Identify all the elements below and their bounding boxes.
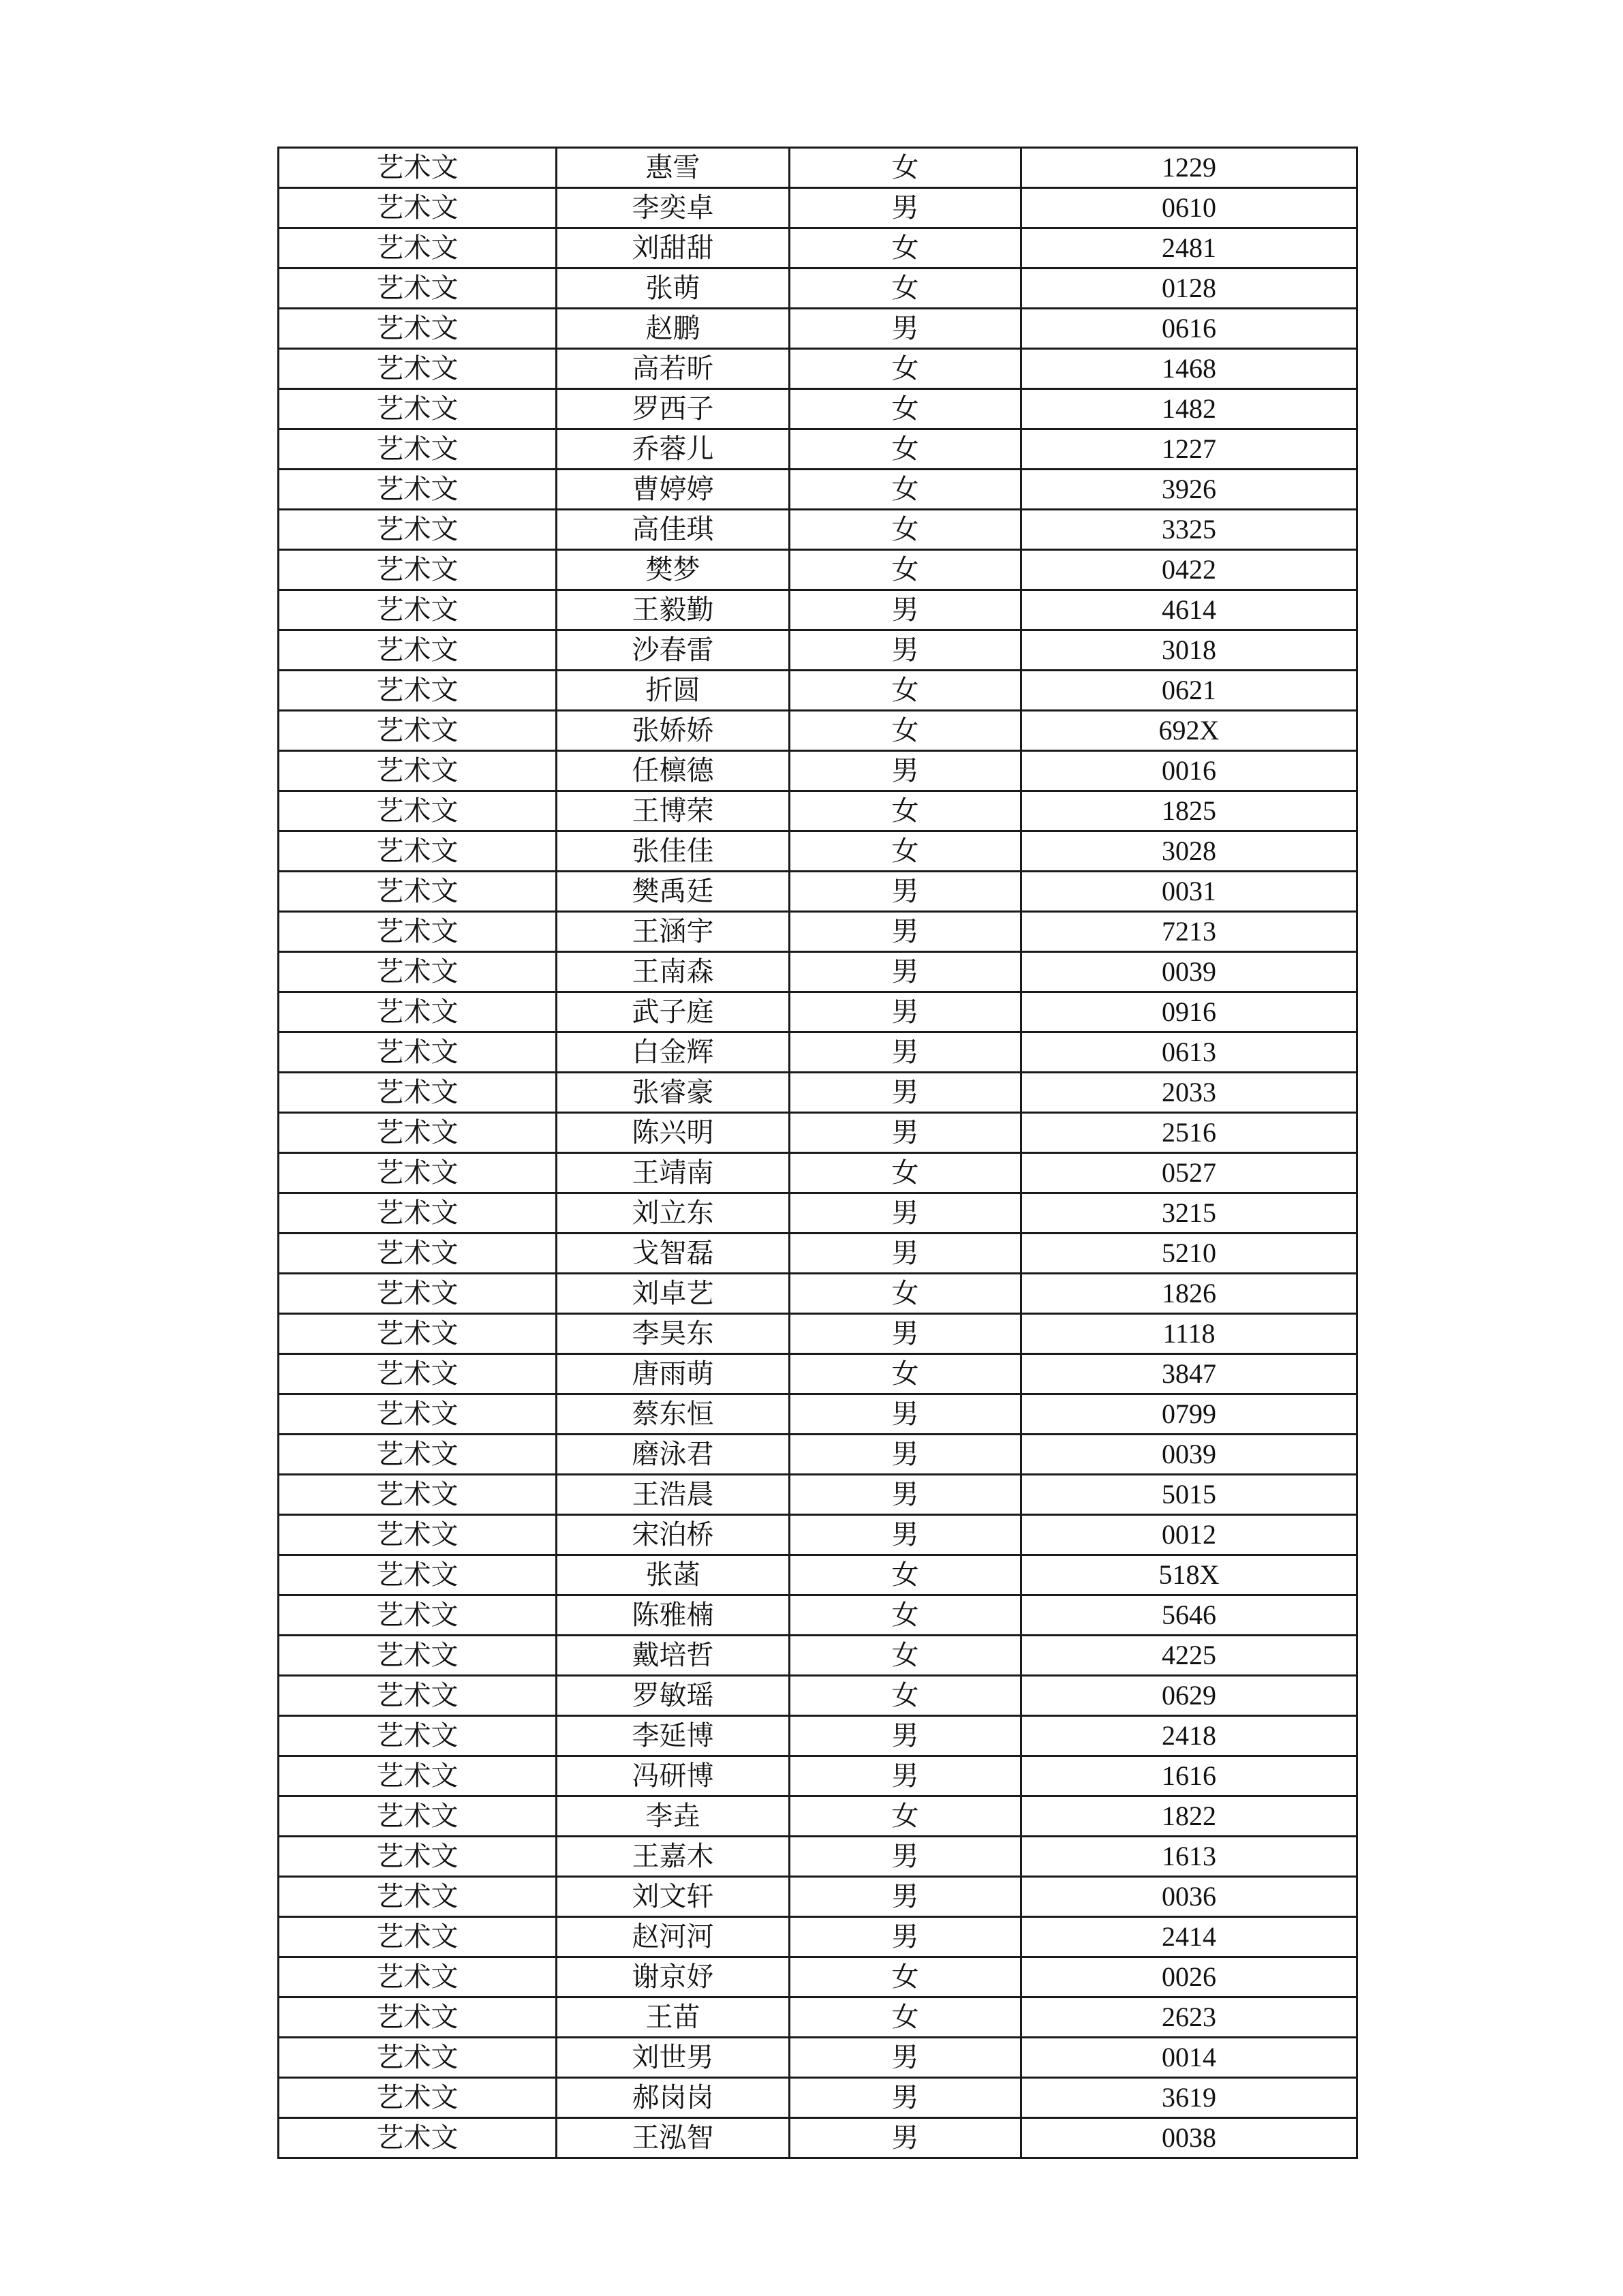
name-cell: 刘甜甜 [557,228,790,269]
id-suffix-cell: 692X [1021,711,1357,751]
name-cell: 折圆 [557,671,790,711]
gender-cell: 女 [790,1957,1021,1997]
id-suffix-cell: 2414 [1021,1917,1357,1957]
gender-cell: 男 [790,1716,1021,1756]
name-cell: 王毅勤 [557,590,790,630]
gender-cell: 女 [790,1274,1021,1314]
gender-cell: 女 [790,1555,1021,1595]
table-row [279,1997,1357,2038]
name-cell: 高若昕 [557,349,790,389]
category-cell: 艺术文 [279,831,557,872]
id-suffix-cell: 0012 [1021,1515,1357,1555]
gender-cell: 女 [790,791,1021,831]
name-cell: 惠雪 [557,148,790,188]
gender-cell: 男 [790,2118,1021,2158]
table-row [279,1636,1357,1676]
id-suffix-cell: 1468 [1021,349,1357,389]
name-cell: 刘卓艺 [557,1274,790,1314]
name-cell: 张菡 [557,1555,790,1595]
name-cell: 樊禹廷 [557,872,790,912]
gender-cell: 男 [790,1193,1021,1234]
gender-cell: 女 [790,389,1021,429]
id-suffix-cell: 3619 [1021,2078,1357,2118]
table-row [279,1595,1357,1636]
category-cell: 艺术文 [279,269,557,309]
id-suffix-cell: 4614 [1021,590,1357,630]
category-cell: 艺术文 [279,1636,557,1676]
category-cell: 艺术文 [279,2078,557,2118]
gender-cell: 男 [790,1515,1021,1555]
table-row [279,349,1357,389]
category-cell: 艺术文 [279,751,557,791]
gender-cell: 男 [790,2038,1021,2078]
table-row [279,1796,1357,1837]
name-cell: 王南森 [557,952,790,992]
id-suffix-cell: 3028 [1021,831,1357,872]
gender-cell: 女 [790,510,1021,550]
id-suffix-cell: 4225 [1021,1636,1357,1676]
category-cell: 艺术文 [279,1153,557,1193]
name-cell: 郝岗岗 [557,2078,790,2118]
category-cell: 艺术文 [279,1796,557,1837]
category-cell: 艺术文 [279,1193,557,1234]
table-row [279,1475,1357,1515]
table-row [279,1716,1357,1756]
id-suffix-cell: 2033 [1021,1073,1357,1113]
table-row [279,2078,1357,2118]
table-row [279,791,1357,831]
gender-cell: 女 [790,228,1021,269]
gender-cell: 男 [790,1234,1021,1274]
name-cell: 任檩德 [557,751,790,791]
category-cell: 艺术文 [279,389,557,429]
gender-cell: 女 [790,831,1021,872]
table-row [279,389,1357,429]
gender-cell: 男 [790,188,1021,228]
table-row [279,550,1357,590]
gender-cell: 男 [790,992,1021,1032]
name-cell: 王嘉木 [557,1837,790,1877]
id-suffix-cell: 3215 [1021,1193,1357,1234]
gender-cell: 男 [790,1032,1021,1073]
id-suffix-cell: 0039 [1021,1435,1357,1475]
gender-cell: 女 [790,1796,1021,1837]
gender-cell: 女 [790,470,1021,510]
name-cell: 沙春雷 [557,630,790,671]
category-cell: 艺术文 [279,1394,557,1435]
name-cell: 赵河河 [557,1917,790,1957]
category-cell: 艺术文 [279,1435,557,1475]
id-suffix-cell: 1616 [1021,1756,1357,1796]
gender-cell: 女 [790,1997,1021,2038]
table-row [279,912,1357,952]
table-row [279,952,1357,992]
category-cell: 艺术文 [279,1756,557,1796]
category-cell: 艺术文 [279,1515,557,1555]
table-row [279,751,1357,791]
table-row [279,1354,1357,1394]
name-cell: 刘世男 [557,2038,790,2078]
id-suffix-cell: 7213 [1021,912,1357,952]
gender-cell: 女 [790,711,1021,751]
name-cell: 王涵宇 [557,912,790,952]
table-row [279,309,1357,349]
id-suffix-cell: 0629 [1021,1676,1357,1716]
gender-cell: 男 [790,630,1021,671]
id-suffix-cell: 2516 [1021,1113,1357,1153]
table-row [279,1113,1357,1153]
id-suffix-cell: 1229 [1021,148,1357,188]
category-cell: 艺术文 [279,510,557,550]
name-cell: 刘立东 [557,1193,790,1234]
id-suffix-cell: 3847 [1021,1354,1357,1394]
table-row [279,630,1357,671]
category-cell: 艺术文 [279,1837,557,1877]
category-cell: 艺术文 [279,1032,557,1073]
id-suffix-cell: 0128 [1021,269,1357,309]
table-row [279,188,1357,228]
id-suffix-cell: 5210 [1021,1234,1357,1274]
gender-cell: 男 [790,1475,1021,1515]
id-suffix-cell: 1825 [1021,791,1357,831]
name-cell: 谢京妤 [557,1957,790,1997]
category-cell: 艺术文 [279,1997,557,2038]
table-row [279,590,1357,630]
id-suffix-cell: 5015 [1021,1475,1357,1515]
name-cell: 罗敏瑶 [557,1676,790,1716]
id-suffix-cell: 0621 [1021,671,1357,711]
gender-cell: 男 [790,1435,1021,1475]
id-suffix-cell: 1118 [1021,1314,1357,1354]
table-row [279,1917,1357,1957]
id-suffix-cell: 1613 [1021,1837,1357,1877]
name-cell: 高佳琪 [557,510,790,550]
gender-cell: 男 [790,1314,1021,1354]
id-suffix-cell: 0799 [1021,1394,1357,1435]
category-cell: 艺术文 [279,429,557,470]
name-cell: 李延博 [557,1716,790,1756]
id-suffix-cell: 1826 [1021,1274,1357,1314]
category-cell: 艺术文 [279,1073,557,1113]
name-cell: 曹婷婷 [557,470,790,510]
category-cell: 艺术文 [279,2038,557,2078]
category-cell: 艺术文 [279,1555,557,1595]
gender-cell: 男 [790,1756,1021,1796]
name-cell: 王泓智 [557,2118,790,2158]
category-cell: 艺术文 [279,550,557,590]
id-suffix-cell: 0016 [1021,751,1357,791]
category-cell: 艺术文 [279,1877,557,1917]
table-row [279,429,1357,470]
name-cell: 张萌 [557,269,790,309]
table-row [279,1193,1357,1234]
gender-cell: 男 [790,1837,1021,1877]
id-suffix-cell: 0039 [1021,952,1357,992]
table-row [279,148,1357,188]
category-cell: 艺术文 [279,1314,557,1354]
name-cell: 冯研博 [557,1756,790,1796]
name-cell: 蔡东恒 [557,1394,790,1435]
id-suffix-cell: 0616 [1021,309,1357,349]
name-cell: 王博荣 [557,791,790,831]
category-cell: 艺术文 [279,1716,557,1756]
name-cell: 罗西子 [557,389,790,429]
gender-cell: 男 [790,872,1021,912]
id-suffix-cell: 1227 [1021,429,1357,470]
name-cell: 陈兴明 [557,1113,790,1153]
gender-cell: 女 [790,671,1021,711]
category-cell: 艺术文 [279,1595,557,1636]
table-row [279,992,1357,1032]
name-cell: 张佳佳 [557,831,790,872]
id-suffix-cell: 1482 [1021,389,1357,429]
gender-cell: 男 [790,1917,1021,1957]
name-cell: 李垚 [557,1796,790,1837]
table-row [279,1555,1357,1595]
category-cell: 艺术文 [279,1274,557,1314]
id-suffix-cell: 3325 [1021,510,1357,550]
id-suffix-cell: 2481 [1021,228,1357,269]
name-cell: 张睿豪 [557,1073,790,1113]
table-row [279,1837,1357,1877]
id-suffix-cell: 5646 [1021,1595,1357,1636]
name-cell: 樊梦 [557,550,790,590]
gender-cell: 男 [790,590,1021,630]
gender-cell: 女 [790,349,1021,389]
name-cell: 张娇娇 [557,711,790,751]
category-cell: 艺术文 [279,952,557,992]
id-suffix-cell: 0610 [1021,188,1357,228]
category-cell: 艺术文 [279,1354,557,1394]
id-suffix-cell: 0014 [1021,2038,1357,2078]
id-suffix-cell: 0916 [1021,992,1357,1032]
table-row [279,1234,1357,1274]
category-cell: 艺术文 [279,590,557,630]
table-row [279,510,1357,550]
name-cell: 戴培哲 [557,1636,790,1676]
gender-cell: 男 [790,1073,1021,1113]
name-cell: 王靖南 [557,1153,790,1193]
table-row [279,1676,1357,1716]
roster-body [279,148,1357,2158]
category-cell: 艺术文 [279,791,557,831]
gender-cell: 男 [790,912,1021,952]
gender-cell: 女 [790,148,1021,188]
category-cell: 艺术文 [279,2118,557,2158]
table-row [279,1032,1357,1073]
name-cell: 唐雨萌 [557,1354,790,1394]
gender-cell: 女 [790,1676,1021,1716]
gender-cell: 男 [790,1394,1021,1435]
category-cell: 艺术文 [279,1957,557,1997]
gender-cell: 女 [790,1636,1021,1676]
gender-cell: 女 [790,1354,1021,1394]
name-cell: 乔蓉儿 [557,429,790,470]
table-row [279,228,1357,269]
id-suffix-cell: 0038 [1021,2118,1357,2158]
table-row [279,269,1357,309]
category-cell: 艺术文 [279,1676,557,1716]
category-cell: 艺术文 [279,872,557,912]
id-suffix-cell: 0026 [1021,1957,1357,1997]
table-row [279,1073,1357,1113]
table-row [279,2118,1357,2158]
table-row [279,1153,1357,1193]
table-row [279,1756,1357,1796]
name-cell: 王浩晨 [557,1475,790,1515]
category-cell: 艺术文 [279,349,557,389]
gender-cell: 女 [790,1153,1021,1193]
gender-cell: 女 [790,550,1021,590]
gender-cell: 男 [790,751,1021,791]
category-cell: 艺术文 [279,1113,557,1153]
category-cell: 艺术文 [279,630,557,671]
category-cell: 艺术文 [279,992,557,1032]
category-cell: 艺术文 [279,671,557,711]
table-row [279,1957,1357,1997]
id-suffix-cell: 0422 [1021,550,1357,590]
name-cell: 磨泳君 [557,1435,790,1475]
category-cell: 艺术文 [279,148,557,188]
name-cell: 白金辉 [557,1032,790,1073]
id-suffix-cell: 0613 [1021,1032,1357,1073]
id-suffix-cell: 518X [1021,1555,1357,1595]
table-row [279,872,1357,912]
table-row [279,1435,1357,1475]
id-suffix-cell: 2623 [1021,1997,1357,2038]
name-cell: 武子庭 [557,992,790,1032]
table-row [279,1877,1357,1917]
gender-cell: 男 [790,1877,1021,1917]
category-cell: 艺术文 [279,309,557,349]
table-row [279,1394,1357,1435]
category-cell: 艺术文 [279,470,557,510]
category-cell: 艺术文 [279,711,557,751]
id-suffix-cell: 0036 [1021,1877,1357,1917]
id-suffix-cell: 1822 [1021,1796,1357,1837]
name-cell: 王苗 [557,1997,790,2038]
table-row [279,1314,1357,1354]
name-cell: 刘文轩 [557,1877,790,1917]
category-cell: 艺术文 [279,188,557,228]
table-row [279,2038,1357,2078]
table-row [279,470,1357,510]
gender-cell: 男 [790,309,1021,349]
table-row [279,1274,1357,1314]
name-cell: 宋泊桥 [557,1515,790,1555]
id-suffix-cell: 0527 [1021,1153,1357,1193]
id-suffix-cell: 3926 [1021,470,1357,510]
gender-cell: 女 [790,269,1021,309]
name-cell: 李奕卓 [557,188,790,228]
gender-cell: 女 [790,1595,1021,1636]
name-cell: 赵鹏 [557,309,790,349]
name-cell: 陈雅楠 [557,1595,790,1636]
gender-cell: 男 [790,1113,1021,1153]
gender-cell: 男 [790,952,1021,992]
table-row [279,671,1357,711]
category-cell: 艺术文 [279,228,557,269]
table-row [279,831,1357,872]
category-cell: 艺术文 [279,1234,557,1274]
category-cell: 艺术文 [279,1475,557,1515]
student-roster-table [277,147,1358,2159]
gender-cell: 女 [790,429,1021,470]
id-suffix-cell: 2418 [1021,1716,1357,1756]
name-cell: 戈智磊 [557,1234,790,1274]
id-suffix-cell: 0031 [1021,872,1357,912]
table-row [279,711,1357,751]
id-suffix-cell: 3018 [1021,630,1357,671]
category-cell: 艺术文 [279,1917,557,1957]
name-cell: 李昊东 [557,1314,790,1354]
table-row [279,1515,1357,1555]
category-cell: 艺术文 [279,912,557,952]
gender-cell: 男 [790,2078,1021,2118]
